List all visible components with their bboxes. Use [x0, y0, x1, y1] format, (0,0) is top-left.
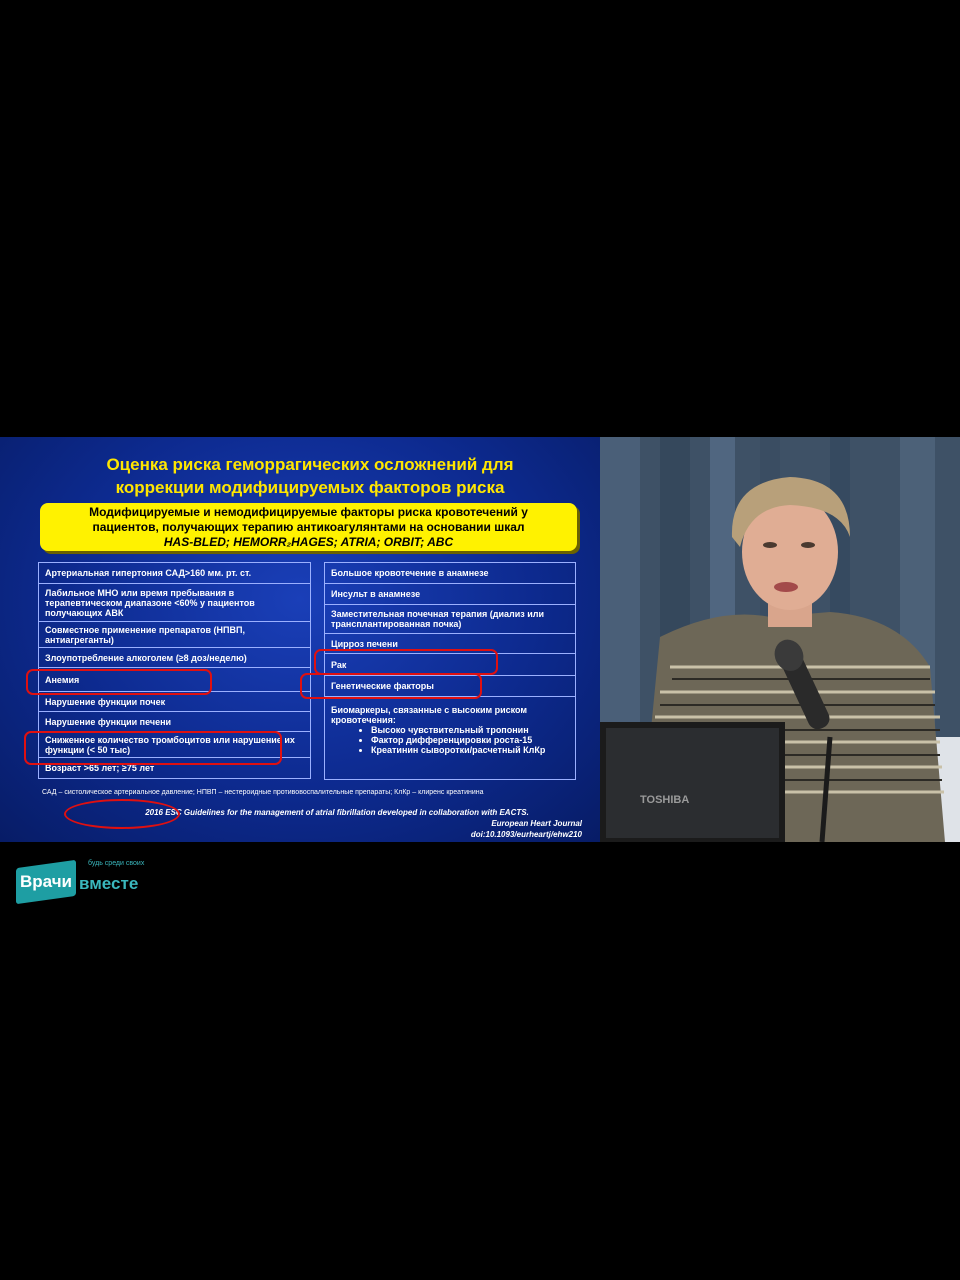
- table-row: Нарушение функции печени: [39, 712, 310, 732]
- logo-tagline: будь среди своих: [88, 860, 145, 867]
- biomarkers-list: [331, 725, 569, 755]
- biomarkers-row: [325, 697, 575, 779]
- table-row: Инсульт в анамнезе: [325, 584, 575, 605]
- slide-subtitle-box: [40, 503, 577, 551]
- slide-footnote: САД – систолическое артериальное давление; НПВП – нестероидные противовоспалительные препараты; КлКр – клиренс креатинина: [42, 789, 484, 796]
- channel-logo: [16, 858, 166, 908]
- table-row: Злоупотребление алкоголем (≥8 доз/неделю): [39, 648, 310, 668]
- slide-title-line: Оценка риска геморрагических осложнений для: [106, 455, 514, 474]
- table-row: Лабильное МНО или время пребывания в терапевтическом диапазоне <60% у пациентов получающих АВК: [39, 584, 310, 622]
- highlight-oval-genetic: [300, 673, 482, 699]
- table-row: Нарушение функции почек: [39, 692, 310, 712]
- presentation-slide: [0, 437, 600, 842]
- table-row: Рак: [325, 654, 575, 676]
- highlight-oval-cancer: [314, 649, 498, 675]
- citation-doi: doi:10.1093/eurheartj/ehw210: [470, 830, 582, 839]
- slide-title-line: коррекции модифицируемых факторов риска: [115, 478, 505, 497]
- table-row: Возраст >65 лет; ≥75 лет: [45, 763, 155, 773]
- slide-title: [0, 453, 600, 499]
- table-row: Сниженное количество тромбоцитов или нарушение их функции (< 50 тыс): [39, 732, 310, 758]
- table-row: Генетические факторы: [325, 676, 575, 697]
- subtitle-line: Модифицируемые и немодифицируемые факторы риска кровотечений у: [89, 505, 528, 519]
- logo-word-2: вместе: [79, 874, 139, 893]
- biomarkers-title: Биомаркеры, связанные с высоким риском кровотечения:: [331, 705, 528, 725]
- table-row: Артериальная гипертония САД>160 мм. рт. ст.: [39, 563, 310, 584]
- list-item: • Фактор дифференцировки роста-15: [371, 735, 569, 745]
- highlight-oval-anemia: [26, 669, 212, 695]
- speaker-video-image: [600, 437, 960, 842]
- highlight-oval-citation: [64, 799, 180, 829]
- table-row: Большое кровотечение в анамнезе: [325, 563, 575, 584]
- table-row: Цирроз печени: [325, 634, 575, 654]
- speaker-video: [600, 437, 960, 842]
- subtitle-line: пациентов, получающих терапию антикоагулянтами на основании шкал: [92, 520, 525, 534]
- table-row: Заместительная почечная терапия (диализ или трансплантированная почка): [325, 605, 575, 634]
- highlight-oval-platelets: [24, 731, 282, 765]
- logo-word-1: Врачи: [20, 872, 73, 891]
- subtitle-scales: HAS-BLED; HEMORR₂HAGES; ATRIA; ORBIT; ABC: [163, 535, 454, 549]
- list-item: • Высоко чувствительный тропонин: [371, 725, 569, 735]
- table-row: Анемия: [39, 668, 310, 692]
- citation-title: 2016 ESC Guidelines for the management of atrial fibrillation developed in collaboration with EACTS.: [145, 808, 529, 817]
- citation-journal: European Heart Journal: [491, 819, 582, 828]
- laptop-brand-label: TOSHIBA: [640, 794, 690, 806]
- table-row: Совместное применение препаратов (НПВП, антиагреганты): [39, 622, 310, 648]
- list-item: • Креатинин сыворотки/расчетный КлКр: [371, 745, 569, 755]
